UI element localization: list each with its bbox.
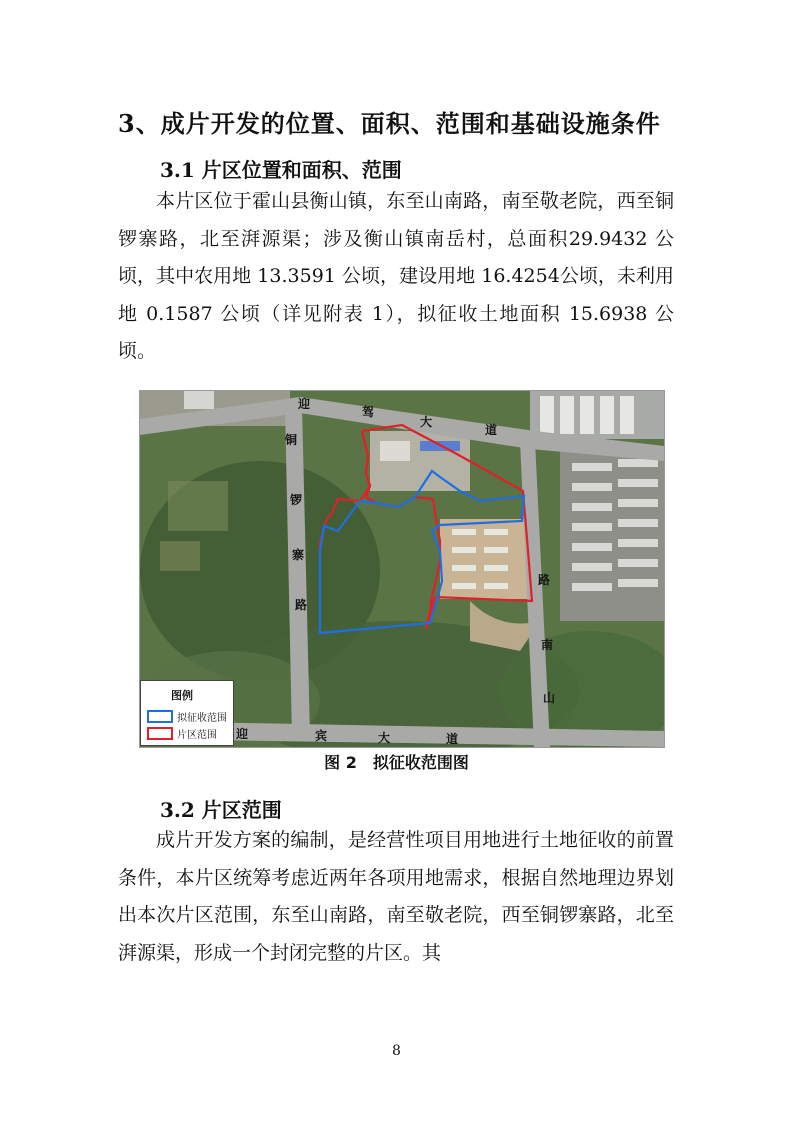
paragraph-location-text: 本片区位于霍山县衡山镇，东至山南路，南至敬老院，西至铜锣寨路，北至湃源渠；涉及衡山镇南岳村，总面积29.9432 公顷，其中农用地 13.3591 公顷，建设用地 16.4254公顷，未利用地 0.1587 公顷（详见附表 1），拟征收土地面积 15.6938 公顷。 xyxy=(118,190,674,362)
road-label-north-1: 迎 xyxy=(298,397,311,411)
road-label-east-2: 南 xyxy=(541,638,554,652)
paragraph-scope-text: 成片开发方案的编制，是经营性项目用地进行土地征收的前置条件，本片区统筹考虑近两年各项用地需求，根据自然地理边界划出本次片区范围，东至山南路，南至敬老院，西至铜锣寨路，北至湃源渠，形成一个封闭完整的片区。其 xyxy=(118,829,674,964)
legend-swatch-blue xyxy=(147,710,173,723)
section-title: 3、成片开发的位置、面积、范围和基础设施条件 xyxy=(118,109,661,138)
road-label-south-2: 宾 xyxy=(315,729,328,743)
subsection-title-3-1: 3.1 片区位置和面积、范围 xyxy=(160,158,402,182)
subsection-title-3-2: 3.2 片区范围 xyxy=(160,798,282,822)
legend-item-district xyxy=(147,726,231,740)
road-label-west-1: 铜 xyxy=(285,433,298,447)
legend-swatch-red xyxy=(147,727,173,740)
legend-item-acquisition xyxy=(147,709,231,723)
paragraph-scope xyxy=(118,822,674,972)
road-label-west-4: 路 xyxy=(295,598,308,612)
legend-label-district: 片区范围 xyxy=(177,730,217,741)
figure-caption: 图 2 拟征收范围图 xyxy=(324,753,469,772)
map-legend xyxy=(140,680,234,746)
road-label-north-4: 道 xyxy=(485,423,498,437)
road-label-east-3: 山 xyxy=(543,691,556,705)
road-label-south-4: 道 xyxy=(446,732,459,746)
legend-title: 图例 xyxy=(171,689,193,702)
page-number: 8 xyxy=(392,1043,401,1059)
road-label-west-2: 锣 xyxy=(290,493,303,507)
paragraph-location xyxy=(118,183,674,371)
road-label-north-2: 驾 xyxy=(362,405,375,419)
road-label-south-1: 迎 xyxy=(236,727,249,741)
road-label-south-3: 大 xyxy=(378,731,391,745)
legend-label-acquisition: 拟征收范围 xyxy=(177,713,227,724)
road-label-north-3: 大 xyxy=(420,415,433,429)
road-label-east-1: 路 xyxy=(538,573,551,587)
road-label-west-3: 寨 xyxy=(292,548,305,562)
